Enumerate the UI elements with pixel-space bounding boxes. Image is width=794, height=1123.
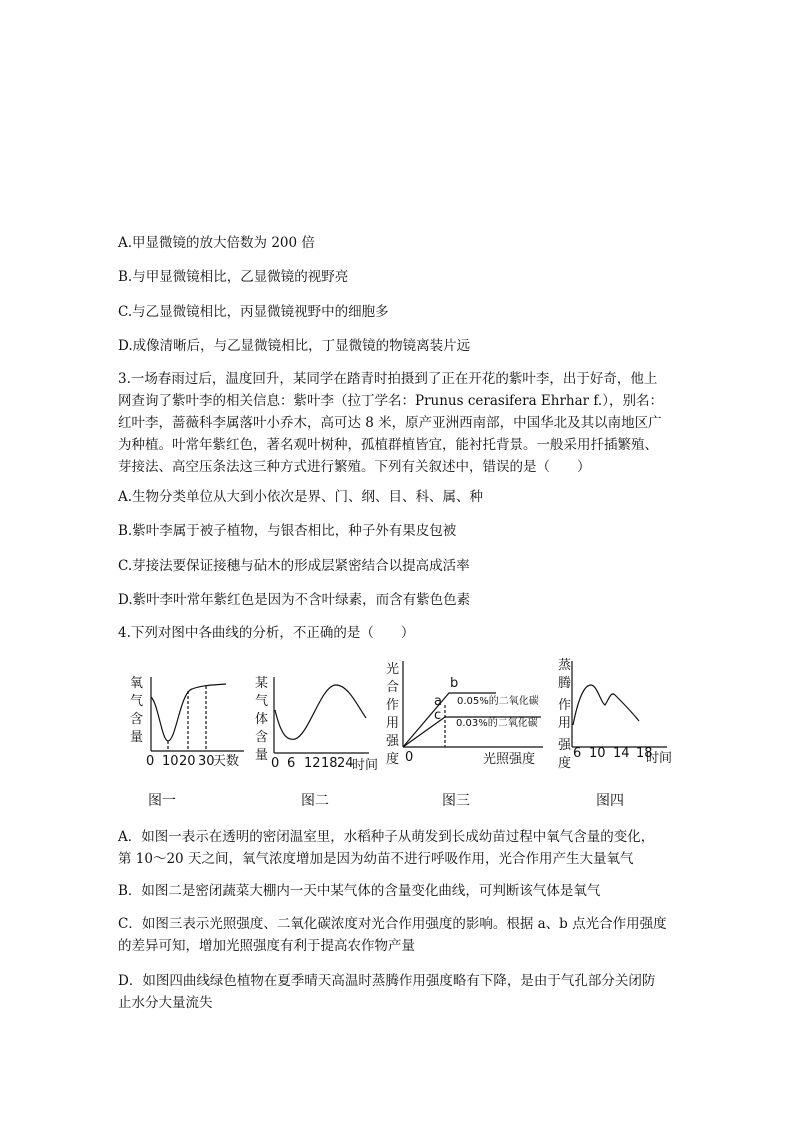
q3-option-b: B.紫叶李属于被子植物，与银杏相比，种子外有果皮包被 [118,523,457,539]
fig1-ylabel-char: 量 [130,730,144,745]
fig2-xtick: 12 [304,756,321,771]
q4-option-d [118,970,688,1014]
fig4-curve [573,685,639,725]
fig1-xtick: 30 [198,754,215,769]
fig3-ylabel-char: 度 [386,752,400,767]
fig3-ylabel-char: 用 [386,716,400,731]
fig2-ylabel-char: 量 [255,748,269,763]
fig3-line2-label: 0.03%的二氧化碳 [456,718,538,729]
q3-stem-line: 为种植。叶常年紫红色，著名观叶树种，孤植群植皆宜，能衬托背景。一般采用扦插繁殖、 [118,437,658,453]
q3-stem-line: 红叶李，蔷薇科李属落叶小乔木，高可达 8 米，原产亚洲西南部，中国华北及其以南地区广 [118,415,662,431]
fig2-curve [275,685,366,739]
q4-option-b [118,880,688,902]
figure-2 [251,655,381,780]
q4-option-b-line: B．如图二是密闭蔬菜大棚内一天中某气体的含量变化曲线，可判断该气体是氧气 [118,883,601,899]
fig2-xunit: 时间 [352,758,379,773]
fig4-xtick: 6 [573,746,582,761]
fig3-x0: 0 [405,750,414,765]
fig4-ylabel-char: 作 [558,698,572,713]
fig2-ylabel-char: 体 [255,712,269,727]
q4-option-d-line: 止水分大量流失 [118,995,213,1011]
figure-1 [118,655,253,780]
fig2-xtick: 0 [271,756,280,771]
fig4-ylabel-char: 用 [558,716,572,731]
fig4-xtick: 18 [636,746,653,761]
q4-option-c-line: C．如图三表示光照强度、二氧化碳浓度对光合作用强度的影响。根据 a、b 点光合作用强度 [118,916,667,932]
figure-3 [383,655,548,780]
q2-option-c: C.与乙显微镜相比，丙显微镜视野中的细胞多 [118,304,389,320]
fig4-xunit: 时间 [646,751,673,766]
fig2-xtick: 24 [337,756,354,771]
q4-option-c [118,913,688,957]
fig2-caption: 图二 [301,793,329,809]
fig1-xtick: 10 [162,754,179,769]
fig3-ylabel-char: 作 [386,698,400,713]
q3-stem [118,368,688,478]
q2-option-a: A.甲显微镜的放大倍数为 200 倍 [118,235,315,251]
fig4-caption: 图四 [596,793,624,809]
q3-option-d: D.紫叶李叶常年紫红色是因为不含叶绿素，而含有紫色色素 [118,592,471,608]
fig3-ylabel-char: 合 [386,680,400,695]
q3-stem-line: 网查询了紫叶李的相关信息：紫叶李（拉丁学名：Prunus cerasifera Ehrhar f.），别名： [118,393,663,409]
fig4-ylabel-char: 强 [558,738,572,753]
fig2-ylabel-char: 气 [255,694,269,709]
fig3-ylabel-char: 强 [386,734,400,749]
fig1-xtick: 20 [179,754,196,769]
fig1-ylabel-char: 含 [130,712,144,727]
fig4-xtick: 14 [613,746,630,761]
fig3-point-b: b [450,676,459,691]
fig3-line1-label: 0.05%的二氧化碳 [457,696,539,707]
q4-stem: 4.下列对图中各曲线的分析，不正确的是（ ） [118,625,415,641]
fig1-ylabel-char: 氧 [130,676,144,691]
fig3-ylabel-char: 光 [386,662,400,677]
fig1-xunit: 天数 [213,754,240,769]
q2-option-b: B.与甲显微镜相比，乙显微镜的视野亮 [118,269,349,285]
q2-option-d: D.成像清晰后，与乙显微镜相比，丁显微镜的物镜离装片远 [118,338,471,354]
q4-option-a [118,826,688,870]
fig4-ylabel-char: 腾 [558,676,572,691]
fig1-caption: 图一 [148,793,176,809]
q4-option-d-line: D．如图四曲线绿色植物在夏季晴天高温时蒸腾作用强度略有下降，是由于气孔部分关闭防 [118,973,656,989]
fig1-ylabel-char: 气 [130,694,144,709]
figure-4 [555,655,695,780]
fig4-xtick: 10 [589,746,606,761]
fig4-ylabel-char: 度 [558,756,572,771]
q3-stem-line: 3.一场春雨过后，温度回升，某同学在踏青时拍摄到了正在开花的紫叶李，出于好奇，他上 [118,371,658,387]
fig1-xtick: 0 [146,754,155,769]
fig2-ylabel-char: 含 [255,730,269,745]
fig3-point-c: c [434,708,442,723]
fig3-xunit: 光照强度 [483,752,536,767]
q3-option-c: C.芽接法要保证接穗与砧木的形成层紧密结合以提高成活率 [118,558,470,574]
q4-option-a-line: A．如图一表示在透明的密闭温室里，水稻种子从萌发到长成幼苗过程中氧气含量的变化， [118,829,655,845]
fig2-xtick: 6 [287,756,296,771]
fig2-ylabel-char: 某 [255,676,269,691]
fig3-caption: 图三 [442,793,470,809]
fig3-point-a: a [434,694,442,709]
q4-option-a-line: 第 10～20 天之间，氧气浓度增加是因为幼苗不进行呼吸作用，光合作用产生大量氧气 [118,851,634,867]
fig1-dash [168,686,206,751]
q3-stem-line: 芽接法、高空压条法这三种方式进行繁殖。下列有关叙述中，错误的是（ ） [118,459,591,475]
q4-option-c-line: 的差异可知，增加光照强度有利于提高农作物产量 [118,938,415,954]
q3-option-a: A.生物分类单位从大到小依次是界、门、纲、目、科、属、种 [118,489,484,505]
fig4-ylabel-char: 蒸 [558,658,572,673]
fig2-xtick: 18 [321,756,338,771]
